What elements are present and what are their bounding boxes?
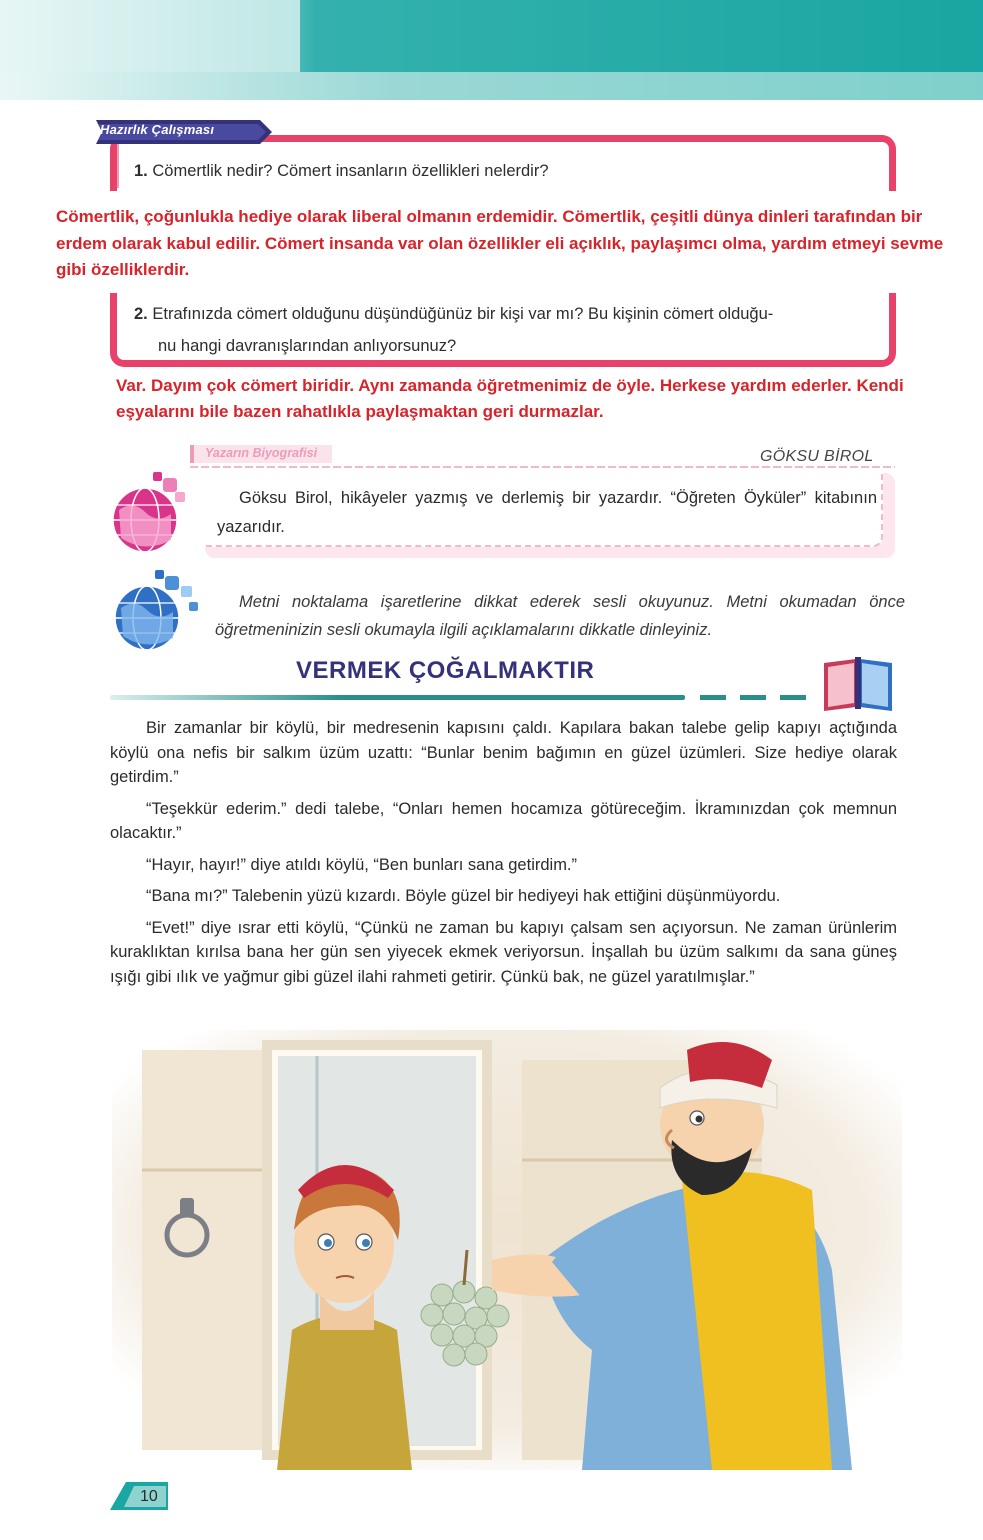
question-2-number: 2. [134, 305, 148, 323]
banner-stripe [0, 72, 983, 100]
story-paragraph: “Evet!” diye ısrar etti köylü, “Çünkü ne zaman bu kapıyı çalsam sen açıyorsun. Ne zaman ürünlerim kuraklıktan kırılsa bana her gün sen yiyecek ekmek veriyorsun. İnşallah bu üzüm salkımı da sana güneş ışığı gibi ılık ve yağmur gibi güzel ilahi rahmeti getirir. Çünkü bak, ne güzel yaratılmışlar.” [110, 918, 897, 986]
question-1-text: Cömertlik nedir? Cömert insanların özellikleri nelerdir? [152, 162, 549, 180]
question-1 [134, 162, 549, 181]
preparation-label: Hazırlık Çalışması [100, 122, 215, 137]
story-paragraph: “Teşekkür ederim.” dedi talebe, “Onları hemen hocamıza götüreceğim. İkramınızdan çok memnun olacaktır.” [110, 799, 897, 842]
open-book-icon [818, 655, 898, 713]
story-body [110, 716, 897, 996]
story-paragraph: “Hayır, hayır!” diye atıldı köylü, “Ben bunları sana getirdim.” [146, 855, 578, 874]
answer-2: Var. Dayım çok cömert biridir. Aynı zamanda öğretmenimiz de öyle. Herkese yardım ederler. Kendi eşyalarını bile bazen rahatlıkla paylaşmaktan geri durmazlar. [116, 376, 904, 421]
globe-puzzle-blue-icon [105, 568, 205, 658]
page-number-badge [108, 1480, 170, 1512]
globe-puzzle-pink-icon [105, 470, 193, 560]
biography-label: Yazarın Biyografisi [205, 446, 318, 460]
story-paragraph: “Bana mı?” Talebenin yüzü kızardı. Böyle güzel bir hediyeyi hak ettiğini düşünmüyordu. [146, 887, 781, 905]
biography-divider [190, 466, 895, 468]
question-2-text: Etrafınızda cömert olduğunu düşündüğünüz bir kişi var mı? Bu kişinin cömert olduğu- [152, 305, 774, 323]
question-2-text-continued: nu hangi davranışlarından anlıyorsunuz? [158, 337, 457, 355]
biography-text: Göksu Birol, hikâyeler yazmış ve derlemiş bir yazardır. “Öğreten Öyküler” kitabının yazarıdır. [217, 489, 877, 536]
title-underline-dashes [700, 695, 810, 700]
question-2 [134, 298, 879, 362]
reading-instruction: Metni noktalama işaretlerine dikkat ederek sesli okuyunuz. Metni okumadan önce öğretmeninizin sesli okumayla ilgili açıklamalarını dikkatle dinleyiniz. [215, 593, 905, 639]
title-underline [110, 695, 685, 700]
top-banner [0, 0, 983, 100]
page-number: 10 [140, 1488, 158, 1505]
story-paragraph: Bir zamanlar bir köylü, bir medresenin kapısını çaldı. Kapılara bakan talebe gelip kapıyı açtığında köylü ona nefis bir salkım üzüm uzattı: “Bunlar benim bağımın en güzel üzümleri. Size hediye olarak getirdim.” [110, 719, 897, 786]
answer-1: Cömertlik, çoğunlukla hediye olarak liberal olmanın erdemidir. Cömertlik, çeşitli dünya dinleri tarafından bir erdem olarak kabul edilir. Cömert insanda var olan özellikler eli açıklık, paylaşımcı olma, yardım etmeyi sevme gibi özelliklerdir. [56, 207, 944, 279]
story-title: VERMEK ÇOĞALMAKTIR [296, 657, 595, 684]
story-illustration [112, 1030, 902, 1470]
biography-author: GÖKSU BİROL [760, 448, 874, 465]
question-1-number: 1. [134, 162, 148, 180]
